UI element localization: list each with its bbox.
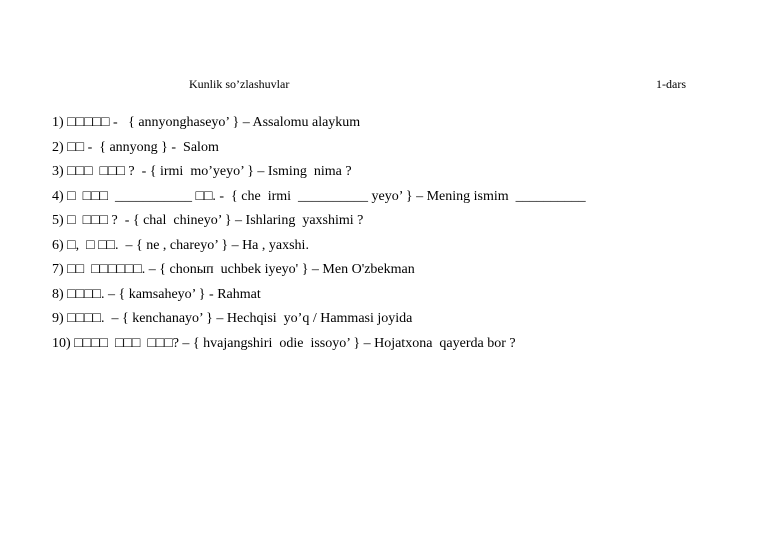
phrase-item: 7) □□ □□□□□□. – { chonып uchbek iyeyo' } – Men O'zbekman xyxy=(52,262,415,277)
phrase-item: 4) □ □□□ ___________ □□. - { che irmi __________ yeyo’ } – Mening ismim __________ xyxy=(52,188,586,204)
phrase-item: 3) □□□ □□□ ? - { irmi mo’yeyo’ } – Isming nima ? xyxy=(52,164,352,179)
phrase-item: 5) □ □□□ ? - { chal chineyo’ } – Ishlaring yaxshimi ? xyxy=(52,213,364,228)
document-title: Kunlik so’zlashuvlar xyxy=(189,77,290,91)
phrase-list xyxy=(52,113,586,358)
phrase-item: 9) □□□□. – { kenchanayo’ } – Hechqisi yo’q / Hammasi joyida xyxy=(52,311,413,326)
lesson-number: 1-dars xyxy=(656,77,686,91)
phrase-item: 10) □□□□ □□□ □□□? – { hvajangshiri odie issoyo’ } – Hojatxona qayerda bor ? xyxy=(52,335,516,351)
phrase-item: 1) □□□□□ - { annyonghaseyo’ } – Assalomu alaykum xyxy=(52,115,361,130)
phrase-item: 2) □□ - { annyong } - Salom xyxy=(52,139,219,155)
phrase-item: 8) □□□□. – { kamsaheyo’ } - Rahmat xyxy=(52,286,261,302)
phrase-item: 6) □, □ □□. – { ne , chareyo’ } – Ha , yaxshi. xyxy=(52,237,309,253)
